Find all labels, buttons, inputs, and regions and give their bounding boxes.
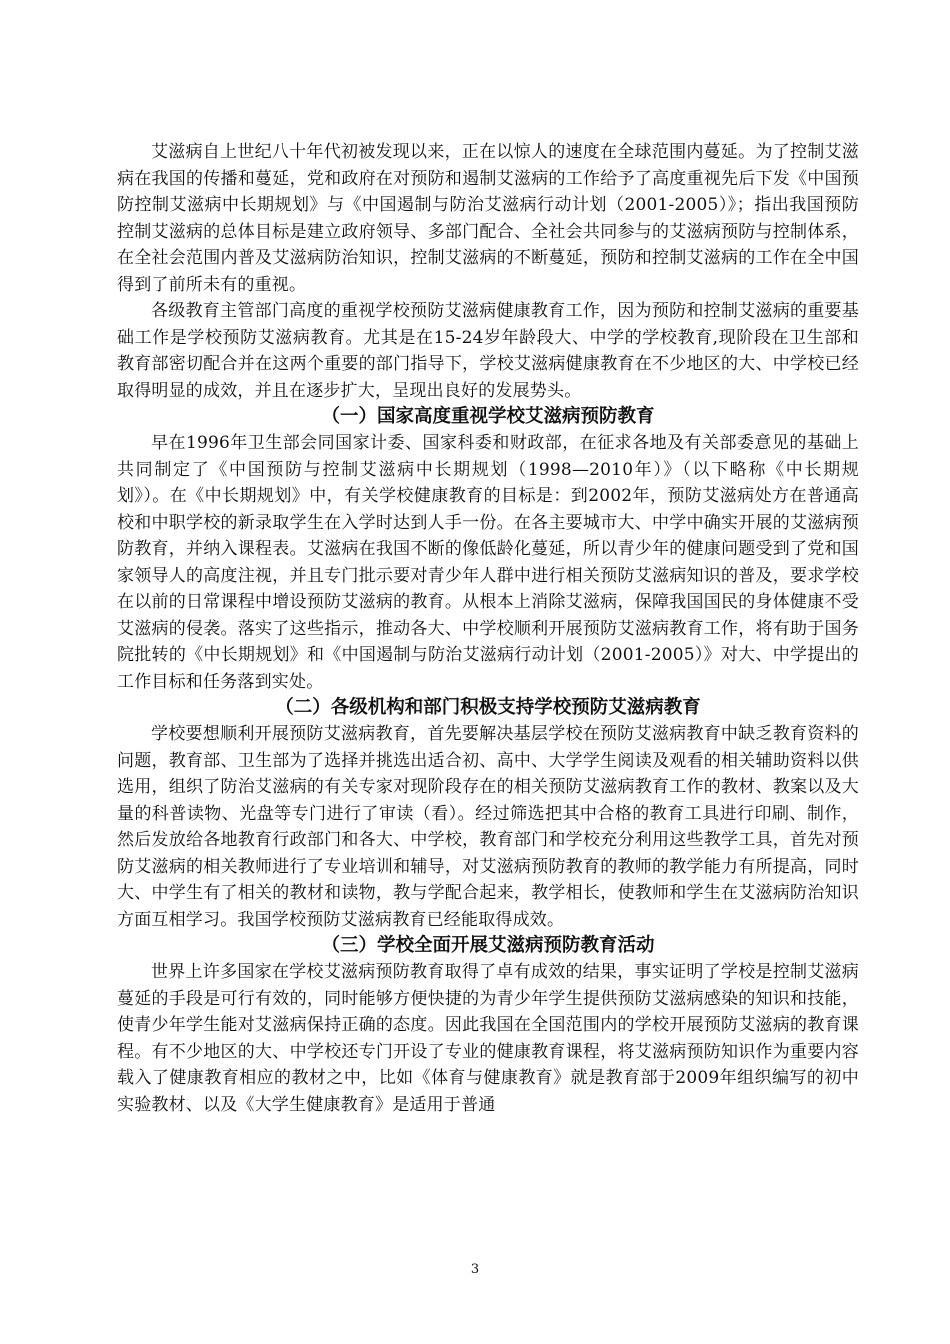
document-body [117,139,859,1118]
section-1-paragraph: 早在1996年卫生部会同国家计委、国家科委和财政部，在征求各地及有关部委意见的基础上共同制定了《中国预防与控制艾滋病中长期规划（1998—2010年）》（以下略称《中长期规划》）。在《中长期规划》中，有关学校健康教育的目标是：到2002年，预防艾滋病处方在普通高校和中职学校的新录取学生在入学时达到人手一份。在各主要城市大、中学中确实开展的艾滋病预防教育，并纳入课程表。艾滋病在我国不断的像低龄化蔓延，所以青少年的健康问题受到了党和国家领导人的高度注视，并且专门批示要对青少年人群中进行相关预防艾滋病知识的普及，要求学校在以前的日常课程中增设预防艾滋病的教育。从根本上消除艾滋病，保障我国国民的身体健康不受艾滋病的侵袭。落实了这些指示，推动各大、中学校顺利开展预防艾滋病教育工作，将有助于国务院批转的《中长期规划》和《中国遏制与防治艾滋病行动计划（2001-2005）》对大、中学提出的工作目标和任务落到实处。 [117,433,859,692]
section-2-paragraph: 学校要想顺利开展预防艾滋病教育，首先要解决基层学校在预防艾滋病教育中缺乏教育资料的问题，教育部、卫生部为了选择并挑选出适合初、高中、大学学生阅读及观看的相关辅助资料以供选用，组织了防治艾滋病的有关专家对现阶段存在的相关预防艾滋病教育工作的教材、教案以及大量的科普读物、光盘等专门进行了审读（看）。经过筛选把其中合格的教育工具进行印刷、制作，然后发放给各地教育行政部门和各大、中学校，教育部门和学校充分利用这些教学工具，首先对预防艾滋病的相关教师进行了专业培训和辅导，对艾滋病预防教育的教师的教学能力有所提高，同时大、中学生有了相关的教材和读物，教与学配合起来，教学相长，使教师和学生在艾滋病防治知识方面互相学习。我国学校预防艾滋病教育已经能取得成效。 [117,724,859,930]
section-1-heading: （一）国家高度重视学校艾滋病预防教育 [321,406,655,427]
intro-paragraph-1: 艾滋病自上世纪八十年代初被发现以来，正在以惊人的速度在全球范围内蔓延。为了控制艾滋病在我国的传播和蔓延，党和政府在对预防和遏制艾滋病的工作给予了高度重视先后下发《中国预防控制艾滋病中长期规划》与《中国遏制与防治艾滋病行动计划（2001-2005）》；指出我国预防控制艾滋病的总体目标是建立政府领导、多部门配合、全社会共同参与的艾滋病预防与控制体系，在全社会范围内普及艾滋病防治知识，控制艾滋病的不断蔓延，预防和控制艾滋病的工作在全中国得到了前所未有的重视。 [117,142,859,295]
section-2-heading: （二）各级机构和部门积极支持学校预防艾滋病教育 [275,697,701,718]
section-3-heading: （三）学校全面开展艾滋病预防教育活动 [321,935,655,956]
intro-paragraph-2: 各级教育主管部门高度的重视学校预防艾滋病健康教育工作，因为预防和控制艾滋病的重要基础工作是学校预防艾滋病教育。尤其是在15-24岁年龄段大、中学的学校教育,现阶段在卫生部和教育部密切配合并在这两个重要的部门指导下，学校艾滋病健康教育在不少地区的大、中学校已经取得明显的成效，并且在逐步扩大，呈现出良好的发展势头。 [117,301,859,401]
section-3-paragraph: 世界上许多国家在学校艾滋病预防教育取得了卓有成效的结果，事实证明了学校是控制艾滋病蔓延的手段是可行有效的，同时能够方便快捷的为青少年学生提供预防艾滋病感染的知识和技能，使青少年学生能对艾滋病保持正确的态度。因此我国在全国范围内的学校开展预防艾滋病的教育课程。有不少地区的大、中学校还专门开设了专业的健康教育课程，将艾滋病预防知识作为重要内容载入了健康教育相应的教材之中，比如《体育与健康教育》就是教育部于2009年组织编写的初中实验教材、以及《大学生健康教育》是适用于普通 [117,962,859,1115]
page-number: 3 [470,1262,480,1277]
